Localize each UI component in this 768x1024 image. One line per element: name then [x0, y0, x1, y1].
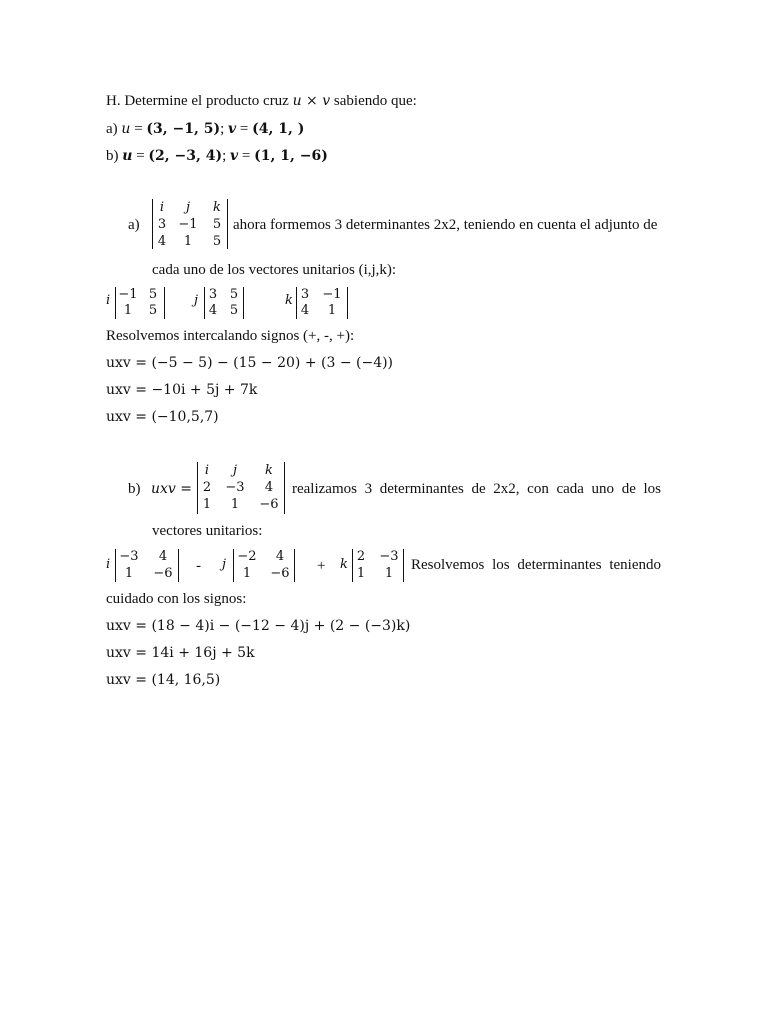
a-v-vector: (4, 1, ): [252, 121, 305, 137]
part-a-eq2: uxv = −10i + 5j + 7k: [106, 382, 258, 398]
b-sep: ;: [222, 148, 231, 164]
part-b-label: b): [128, 481, 141, 497]
minor-b-i-label: i: [106, 557, 111, 572]
part-a-resolve-text: Resolvemos intercalando signos (+, -, +):: [106, 328, 355, 344]
minor-cell: −6: [270, 566, 290, 581]
b-eq2: =: [238, 148, 255, 164]
minus-sign: -: [196, 558, 201, 574]
det-a-cell: 5: [212, 234, 222, 249]
minor-cell: 5: [148, 287, 158, 302]
part-a-eq1: uxv = (−5 − 5) − (15 − 20) + (3 − (−4)): [106, 355, 394, 371]
plus-sign: +: [317, 558, 326, 574]
minor-b-j: [233, 549, 295, 582]
det-a-cell: 5: [212, 217, 222, 232]
minor-cell: −6: [153, 566, 173, 581]
minor-cell: 1: [327, 303, 337, 318]
det-b-cell: j: [232, 463, 238, 478]
minor-cell: 1: [123, 303, 133, 318]
minor-cell: 3: [208, 287, 218, 302]
part-b-resolve-text-cont: cuidado con los signos:: [106, 591, 247, 607]
det-b-cell: 1: [230, 497, 240, 512]
minor-cell: −3: [379, 549, 399, 564]
part-a-determinant: [152, 199, 228, 249]
a-eq: =: [130, 121, 147, 137]
minor-cell: 3: [300, 287, 310, 302]
a-label: a): [106, 121, 122, 137]
det-a-cell: 1: [183, 234, 193, 249]
minor-a-i-label: i: [106, 293, 111, 308]
minor-cell: −3: [119, 549, 139, 564]
minor-b-i: [115, 549, 179, 582]
det-a-cell: j: [185, 200, 191, 215]
minor-a-k-label: k: [285, 293, 293, 308]
heading-text: H. Determine el producto cruz: [106, 93, 293, 109]
part-b-determinant: [197, 462, 285, 514]
det-a-cell: 4: [157, 234, 167, 249]
minor-a-j: [204, 287, 244, 319]
minor-cell: 4: [208, 303, 218, 318]
a-sep: ;: [220, 121, 229, 137]
part-b-resolve-text: Resolvemos los determinantes teniendo: [411, 557, 661, 573]
minor-cell: 4: [158, 549, 168, 564]
det-b-cell: −3: [225, 480, 245, 495]
minor-cell: 1: [124, 566, 134, 581]
part-b-eq1: uxv = (18 − 4)i − (−12 − 4)j + (2 − (−3)k): [106, 618, 411, 634]
minor-cell: 5: [229, 287, 239, 302]
minor-cell: 4: [275, 549, 285, 564]
b-label: b): [106, 148, 123, 164]
det-b-cell: i: [204, 463, 210, 478]
minor-a-j-label: j: [194, 293, 199, 308]
problem-b-line: [106, 147, 328, 165]
det-b-cell: 2: [202, 480, 212, 495]
minor-cell: −1: [322, 287, 342, 302]
minor-cell: 1: [384, 566, 394, 581]
minor-a-i: [115, 287, 165, 319]
heading-math: u × v: [292, 93, 331, 109]
minor-b-k: [352, 549, 404, 582]
det-a-cell: −1: [178, 217, 198, 232]
minor-cell: 2: [356, 549, 366, 564]
b-u-symbol: u: [122, 148, 133, 164]
minor-cell: 4: [300, 303, 310, 318]
part-a-label: a): [128, 217, 140, 233]
b-eq: =: [132, 148, 149, 164]
part-b-text-cont: vectores unitarios:: [152, 523, 263, 539]
minor-cell: 1: [242, 566, 252, 581]
part-b-prefix: uxv =: [151, 481, 193, 497]
minor-cell: 1: [356, 566, 366, 581]
minor-cell: −1: [118, 287, 138, 302]
minor-cell: −2: [237, 549, 257, 564]
heading-text-end: sabiendo que:: [330, 93, 417, 109]
det-a-cell: i: [159, 200, 165, 215]
minor-b-k-label: k: [340, 557, 348, 572]
a-eq2: =: [236, 121, 253, 137]
a-v-symbol: v: [228, 121, 237, 137]
part-b-eq3: uxv = (14, 16,5): [106, 672, 221, 688]
det-b-cell: k: [265, 463, 273, 478]
det-a-cell: 3: [157, 217, 167, 232]
det-b-cell: 4: [264, 480, 274, 495]
minor-cell: 5: [148, 303, 158, 318]
minor-b-j-label: j: [222, 557, 227, 572]
a-u-vector: (3, −1, 5): [146, 121, 221, 137]
a-u-symbol: u: [121, 121, 131, 137]
det-b-cell: −6: [259, 497, 279, 512]
b-v-symbol: v: [230, 148, 239, 164]
problem-a-line: [106, 120, 304, 138]
problem-heading: [106, 92, 417, 110]
minor-a-k: [296, 287, 348, 319]
b-v-vector: (1, 1, −6): [254, 148, 328, 164]
part-a-text-cont: cada uno de los vectores unitarios (i,j,k):: [152, 262, 397, 278]
det-b-cell: 1: [202, 497, 212, 512]
b-u-vector: (2, −3, 4): [148, 148, 223, 164]
part-a-eq3: uxv = (−10,5,7): [106, 409, 219, 425]
part-b-eq2: uxv = 14i + 16j + 5k: [106, 645, 255, 661]
det-a-cell: k: [213, 200, 221, 215]
part-a-text: ahora formemos 3 determinantes 2x2, teniendo en cuenta el adjunto de: [233, 217, 658, 233]
part-b-text: realizamos 3 determinantes de 2x2, con cada uno de los: [292, 481, 661, 497]
minor-cell: 5: [229, 303, 239, 318]
